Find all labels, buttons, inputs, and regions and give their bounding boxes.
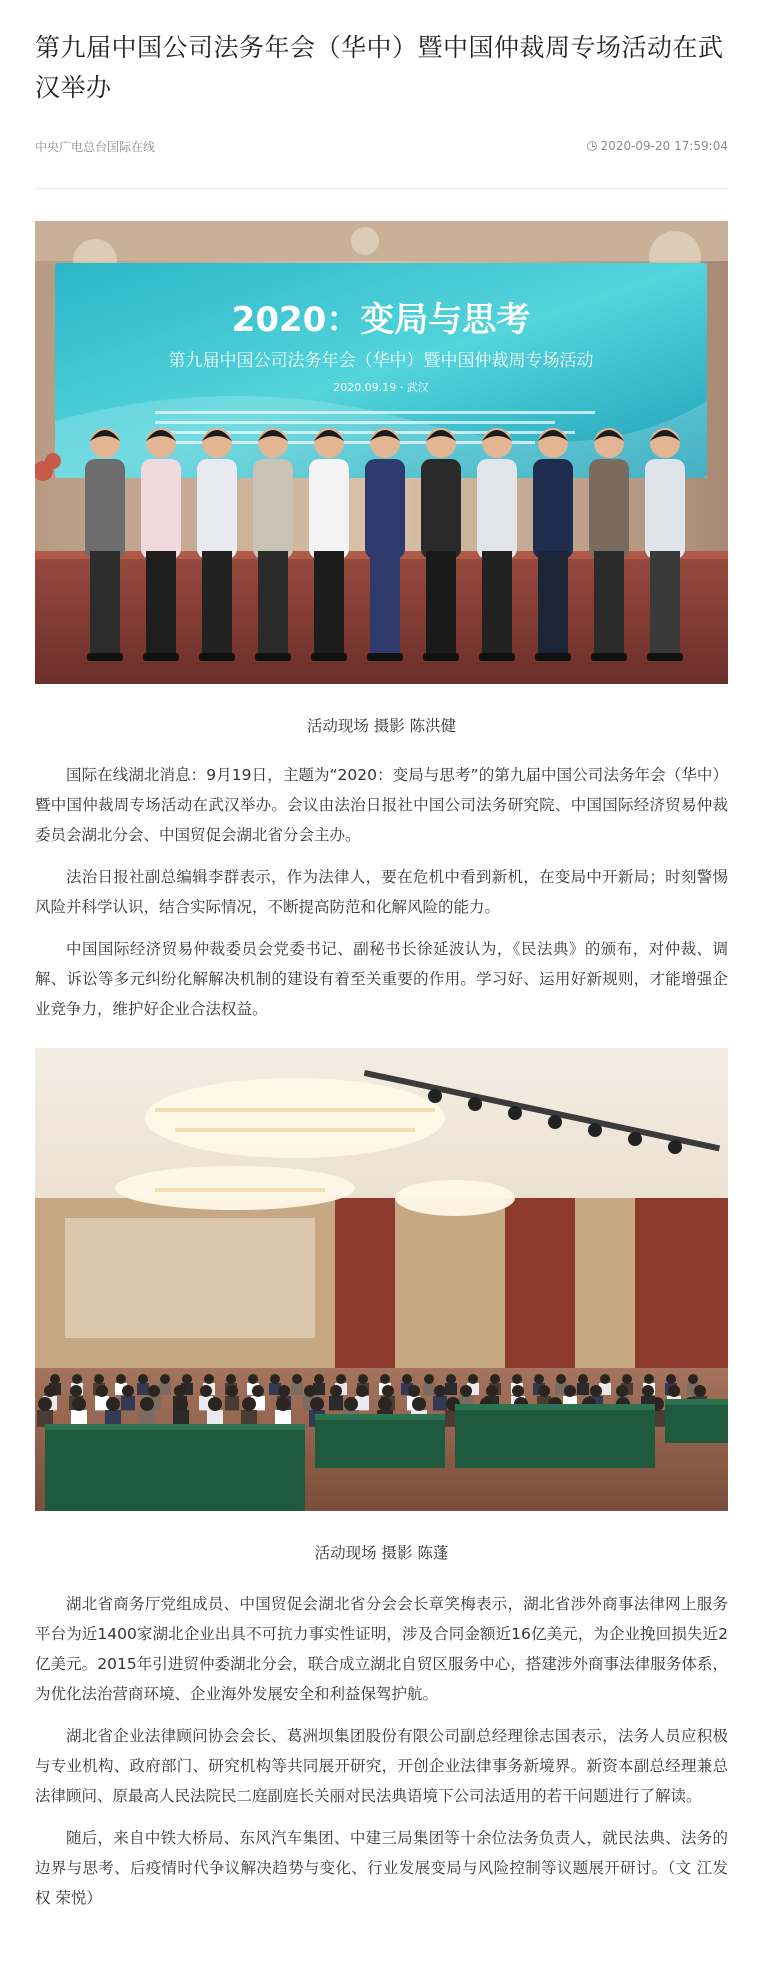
audience-head — [358, 1374, 368, 1384]
person-torso — [85, 459, 125, 559]
person-shoes — [255, 653, 291, 661]
person-shoes — [311, 653, 347, 661]
person-shoes — [535, 653, 571, 661]
audience-head — [534, 1374, 544, 1384]
audience-body — [445, 1383, 457, 1395]
audience-head — [666, 1374, 676, 1384]
audience-head — [344, 1397, 358, 1411]
audience-body — [121, 1396, 135, 1410]
audience-head — [248, 1374, 258, 1384]
paragraph: 随后，来自中铁大桥局、东风汽车集团、中建三局集团等十余位法务负责人，就民法典、法务的边界与思考、后疫情时代争议解决趋势与变化、行业发展变局与风险控制等议题展开研讨。（文 江发权 荣悦） — [35, 1829, 728, 1907]
audience-head — [382, 1385, 394, 1397]
audience-head — [564, 1385, 576, 1397]
audience-head — [44, 1385, 56, 1397]
audience-head — [402, 1374, 412, 1384]
audience-head — [72, 1397, 86, 1411]
banner-headline: 2020：变局与思考 — [231, 300, 531, 340]
person-legs — [90, 551, 120, 656]
person-shoes — [423, 653, 459, 661]
audience-head — [622, 1374, 632, 1384]
person-shoes — [591, 653, 627, 661]
person-torso — [533, 459, 573, 559]
audience-body — [225, 1396, 239, 1410]
person-shoes — [199, 653, 235, 661]
audience-head — [512, 1385, 524, 1397]
audience-head — [292, 1374, 302, 1384]
person-legs — [370, 551, 400, 656]
audience-body — [137, 1383, 149, 1395]
audience-head — [668, 1385, 680, 1397]
audience-head — [330, 1385, 342, 1397]
audience-head — [486, 1385, 498, 1397]
person-torso — [309, 459, 349, 559]
audience-body — [433, 1396, 447, 1410]
audience-head — [644, 1374, 654, 1384]
person-shoes — [87, 653, 123, 661]
person-torso — [421, 459, 461, 559]
audience-head — [276, 1397, 290, 1411]
person-legs — [202, 551, 232, 656]
audience-body — [291, 1383, 303, 1395]
person-torso — [645, 459, 685, 559]
person-shoes — [367, 653, 403, 661]
audience-head — [304, 1385, 316, 1397]
audience-head — [96, 1385, 108, 1397]
audience-head — [242, 1397, 256, 1411]
audience-head — [556, 1374, 566, 1384]
article-photo-group — [35, 221, 728, 684]
paragraph: 国际在线湖北消息：9月19日，主题为“2020：变局与思考”的第九届中国公司法务年会（华中）暨中国仲裁周专场活动在武汉举办。会议由法治日报社中国公司法务研究院、中国国际经济贸易仲裁委员会湖北分会、中国贸促会湖北省分会主办。 — [35, 766, 728, 844]
audience-head — [160, 1374, 170, 1384]
audience-head — [252, 1385, 264, 1397]
page-title: 第九届中国公司法务年会（华中）暨中国仲裁周专场活动在武汉举办 — [35, 33, 724, 102]
audience-head — [578, 1374, 588, 1384]
audience-head — [116, 1374, 126, 1384]
audience-head — [208, 1397, 222, 1411]
audience-head — [204, 1374, 214, 1384]
person-shoes — [143, 653, 179, 661]
audience-head — [468, 1374, 478, 1384]
audience-head — [490, 1374, 500, 1384]
audience-head — [70, 1385, 82, 1397]
audience-head — [460, 1385, 472, 1397]
audience-body — [159, 1383, 171, 1395]
publish-time-text: 2020-09-20 17:59:04 — [600, 139, 728, 153]
audience-head — [694, 1385, 706, 1397]
audience-body — [329, 1396, 343, 1410]
paragraph: 湖北省商务厅党组成员、中国贸促会湖北省分会会长章笑梅表示，湖北省涉外商事法律网上服务平台为近1400家湖北企业出具不可抗力事实性证明，涉及合同金额近16亿美元，为企业挽回损失近2亿美元。2015年引进贸仲委湖北分会，联合成立湖北自贸区服务中心，搭建涉外商事法律服务体系，为优化法治营商环境、企业海外发展安全和利益保驾护航。 — [35, 1595, 728, 1703]
person-legs — [482, 551, 512, 656]
audience-head — [356, 1385, 368, 1397]
audience-head — [226, 1374, 236, 1384]
audience-head — [72, 1374, 82, 1384]
group-people — [85, 428, 685, 661]
audience-head — [50, 1374, 60, 1384]
person-torso — [589, 459, 629, 559]
person-torso — [365, 459, 405, 559]
person-legs — [146, 551, 176, 656]
person-torso — [477, 459, 517, 559]
paragraph: 湖北省企业法律顾问协会会长、葛洲坝集团股份有限公司副总经理徐志国表示，法务人员应积极与专业机构、政府部门、研究机构等共同展开研究，开创企业法律事务新境界。新资本副总经理兼总法律顾问、原最高人民法院民二庭副庭长关丽对民法典语境下公司法适用的若干问题进行了解读。 — [35, 1727, 728, 1805]
audience-head — [336, 1374, 346, 1384]
article — [35, 0, 728, 1913]
person-legs — [594, 551, 624, 656]
audience-head — [138, 1374, 148, 1384]
audience-head — [380, 1374, 390, 1384]
audience-head — [270, 1374, 280, 1384]
audience-head — [148, 1385, 160, 1397]
audience-head — [616, 1385, 628, 1397]
banner-date: 2020.09.19 · 武汉 — [333, 381, 429, 394]
audience-head — [424, 1374, 434, 1384]
person-legs — [426, 551, 456, 656]
audience-head — [600, 1374, 610, 1384]
audience-head — [590, 1385, 602, 1397]
article-source: 中央广电总台国际在线 — [35, 139, 156, 154]
person-torso — [141, 459, 181, 559]
audience-body — [423, 1383, 435, 1395]
audience-head — [642, 1385, 654, 1397]
audience-head — [378, 1397, 392, 1411]
divider — [35, 188, 728, 189]
audience-head — [434, 1385, 446, 1397]
person-shoes — [647, 653, 683, 661]
person-legs — [538, 551, 568, 656]
audience-head — [446, 1374, 456, 1384]
audience-head — [538, 1385, 550, 1397]
audience-head — [512, 1374, 522, 1384]
audience-head — [182, 1374, 192, 1384]
person-shoes — [479, 653, 515, 661]
photo-caption: 活动现场 摄影 陈蓬 — [314, 1544, 449, 1562]
audience-head — [140, 1397, 154, 1411]
audience-body — [577, 1383, 589, 1395]
article-meta — [35, 136, 728, 156]
person-torso — [197, 459, 237, 559]
audience-head — [412, 1397, 426, 1411]
person-legs — [258, 551, 288, 656]
paragraph: 中国国际经济贸易仲裁委员会党委书记、副秘书长徐延波认为，《民法典》的颁布，对仲裁、调解、诉讼等多元纠纷化解解决机制的建设有着至关重要的作用。学习好、运用好新规则，才能增强企业竞争力，维护好企业合法权益。 — [35, 940, 728, 1018]
audience-head — [310, 1397, 324, 1411]
audience-head — [200, 1385, 212, 1397]
audience-head — [94, 1374, 104, 1384]
audience-head — [314, 1374, 324, 1384]
audience-head — [106, 1397, 120, 1411]
person-legs — [650, 551, 680, 656]
audience-head — [174, 1397, 188, 1411]
audience-head — [174, 1385, 186, 1397]
audience-head — [226, 1385, 238, 1397]
banner-subtitle: 第九届中国公司法务年会（华中）暨中国仲裁周专场活动 — [168, 351, 594, 371]
paragraph: 法治日报社副总编辑李群表示，作为法律人，要在危机中看到新机，在变局中开新局；时刻警惕风险并科学认识，结合实际情况，不断提高防范和化解风险的能力。 — [35, 868, 728, 916]
audience-head — [38, 1397, 52, 1411]
audience-head — [408, 1385, 420, 1397]
audience-head — [122, 1385, 134, 1397]
publish-time — [587, 139, 728, 153]
article-photo-hall — [35, 1048, 728, 1511]
person-legs — [314, 551, 344, 656]
person-torso — [253, 459, 293, 559]
audience-head — [688, 1374, 698, 1384]
photo-caption: 活动现场 摄影 陈洪健 — [306, 717, 457, 735]
audience-head — [278, 1385, 290, 1397]
clock-icon — [587, 141, 597, 151]
